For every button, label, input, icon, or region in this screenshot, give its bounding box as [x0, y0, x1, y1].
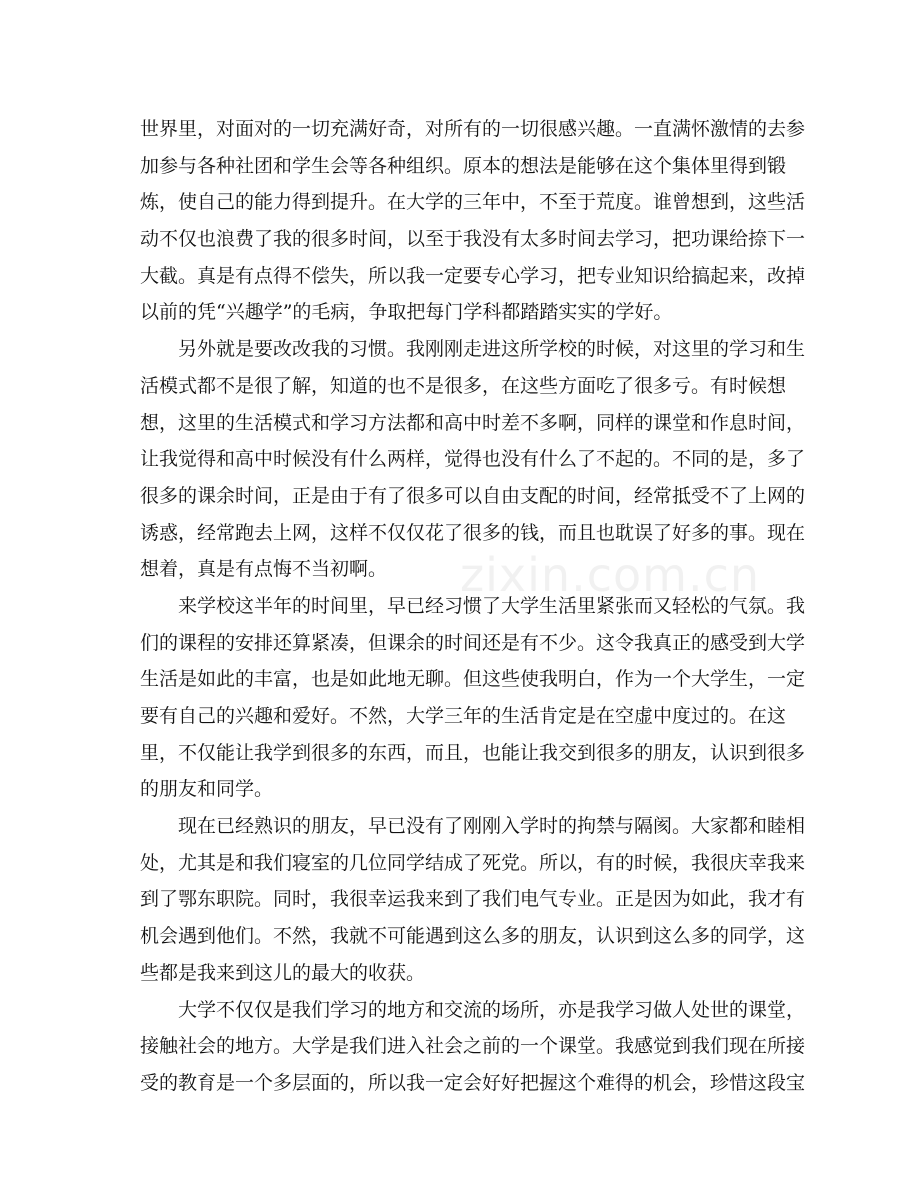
- text-line: 现在已经熟识的朋友，早已没有了刚刚入学时的拘禁与隔阂。大家都和睦相: [178, 815, 806, 838]
- text-line: 动不仅也浪费了我的很多时间，以至于我没有太多时间去学习，把功课给捺下一: [140, 228, 806, 251]
- text-line: 活模式都不是很了解，知道的也不是很多，在这些方面吃了很多亏。有时候想: [140, 374, 787, 397]
- text-line: 处，尤其是和我们寝室的几位同学结成了死党。所以，有的时候，我很庆幸我来: [140, 851, 806, 874]
- text-line: 里，不仅能让我学到很多的东西，而且，也能让我交到很多的朋友，认识到很多: [140, 741, 806, 764]
- text-line: 们的课程的安排还算紧凑，但课余的时间还是有不少。这令我真正的感受到大学: [140, 631, 806, 654]
- text-line: 要有自己的兴趣和爱好。不然，大学三年的生活肯定是在空虚中度过的。在这: [140, 705, 787, 727]
- text-line: 世界里，对面对的一切充满好奇，对所有的一切很感兴趣。一直满怀激情的去参: [140, 118, 806, 140]
- text-line: 另外就是要改改我的习惯。我刚刚走进这所学校的时候，对这里的学习和生: [178, 338, 806, 361]
- text-line: 很多的课余时间，正是由于有了很多可以自由支配的时间，经常抵受不了上网的: [140, 484, 806, 507]
- text-line: 想着，真是有点悔不当初啊。: [140, 558, 388, 581]
- text-line: 让我觉得和高中时候没有什么两样，觉得也没有什么了不起的。不同的是，多了: [140, 448, 806, 471]
- text-line: 大学不仅仅是我们学习的地方和交流的场所，亦是我学习做人处世的课堂，: [178, 998, 806, 1021]
- document-body: [140, 111, 806, 1102]
- text-line: 以前的凭“兴趣学”的毛病，争取把每门学科都踏踏实实的学好。: [140, 301, 673, 324]
- text-line: 大截。真是有点得不偿失，所以我一定要专心学习，把专业知识给搞起来，改掉: [140, 264, 806, 287]
- text-line: 的朋友和同学。: [140, 778, 274, 801]
- text-line: 受的教育是一个多层面的，所以我一定会好好把握这个难得的机会，珍惜这段宝: [140, 1071, 806, 1094]
- text-line: 加参与各种社团和学生会等各种组织。原本的想法是能够在这个集体里得到锻: [140, 154, 787, 177]
- text-line: 机会遇到他们。不然，我就不可能遇到这么多的朋友，认识到这么多的同学，这: [140, 925, 806, 948]
- text-line: 来学校这半年的时间里，早已经习惯了大学生活里紧张而又轻松的气氛。我: [178, 594, 806, 617]
- watermark: zixin.com.cn: [460, 548, 761, 602]
- text-line: 诱惑，经常跑去上网，这样不仅仅花了很多的钱，而且也耽误了好多的事。现在: [140, 521, 806, 544]
- text-line: 炼，使自己的能力得到提升。在大学的三年中，不至于荒度。谁曾想到，这些活: [140, 191, 806, 214]
- text-line: 些都是我来到这儿的最大的收获。: [140, 961, 426, 984]
- text-line: 到了鄂东职院。同时，我很幸运我来到了我们电气专业。正是因为如此，我才有: [140, 888, 806, 911]
- text-line: 生活是如此的丰富，也是如此地无聊。但这些使我明白，作为一个大学生，一定: [140, 668, 806, 691]
- text-line: 想，这里的生活模式和学习方法都和高中时差不多啊，同样的课堂和作息时间，: [140, 411, 806, 434]
- text-line: 接触社会的地方。大学是我们进入社会之前的一个课堂。我感觉到我们现在所接: [140, 1035, 806, 1058]
